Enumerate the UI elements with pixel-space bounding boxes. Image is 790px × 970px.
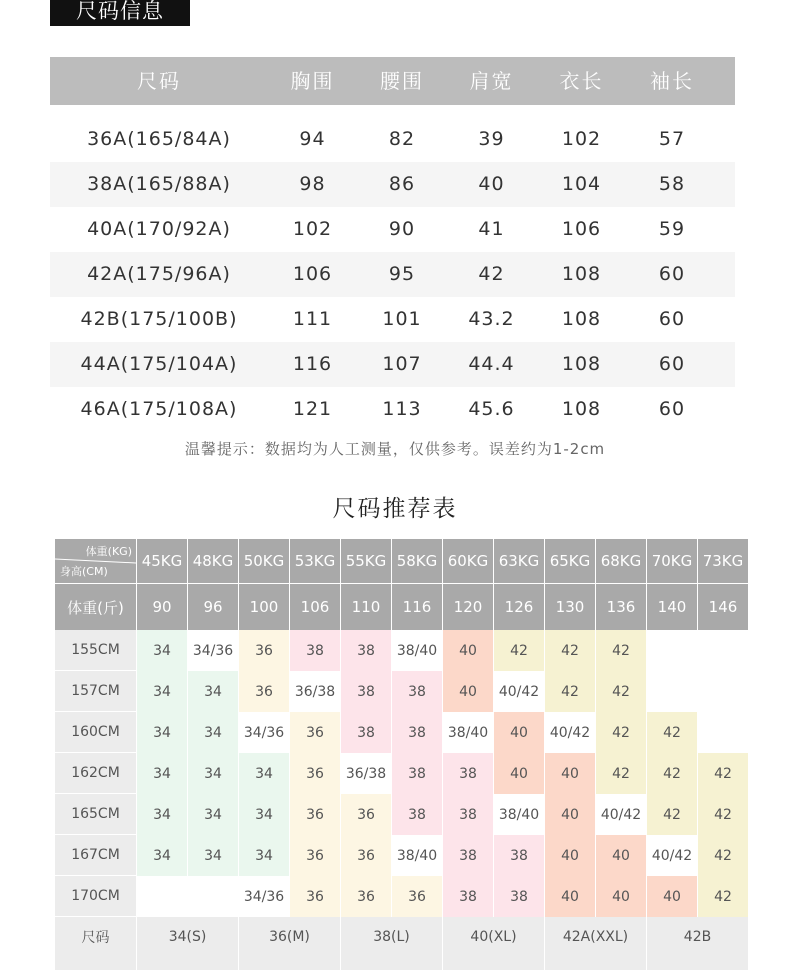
recommendation-cell: 36 [239, 671, 289, 712]
recommendation-cell: 36/38 [290, 671, 340, 712]
size-group-label: 36(M) [239, 917, 340, 957]
height-label: 155CM [55, 630, 136, 671]
recommendation-cell: 40 [545, 876, 595, 917]
weight-jin-header: 120 [443, 584, 493, 630]
size-group-label: 42B [647, 917, 748, 957]
recommendation-cell: 34 [137, 794, 187, 835]
size-table-cell: 57 [658, 128, 686, 150]
size-table-cell: 98 [299, 173, 326, 195]
size-table-cell: 43.2 [468, 308, 515, 330]
weight-kg-header: 45KG [137, 539, 187, 584]
size-table-header [50, 57, 735, 105]
recommendation-cell: 38 [443, 753, 493, 794]
size-table-cell: 40A(170/92A) [87, 218, 231, 240]
weight-jin-header: 146 [698, 584, 748, 630]
measurement-tip: 温馨提示：数据均为人工测量，仅供参考。误差约为1-2cm [184, 440, 606, 458]
weight-kg-header: 58KG [392, 539, 442, 584]
size-table-cell: 41 [478, 218, 505, 240]
header-sleeve: 袖长 [650, 69, 694, 93]
size-table-cell: 44.4 [468, 353, 515, 375]
recommendation-cell: 38 [290, 630, 340, 671]
size-table-cell: 59 [658, 218, 686, 240]
recommendation-cell: 40/42 [494, 671, 544, 712]
weight-jin-header: 100 [239, 584, 289, 630]
size-table-cell: 108 [561, 353, 602, 375]
recommendation-cell: 42 [698, 876, 748, 917]
size-info-table [50, 57, 735, 432]
recommendation-cell: 40 [545, 794, 595, 835]
size-table-cell: 42 [478, 263, 505, 285]
recommendation-cell: 40 [545, 835, 595, 876]
size-table-cell: 104 [561, 173, 602, 195]
recommendation-cell: 40/42 [647, 835, 697, 876]
section-title: 尺码信息 [50, 0, 190, 26]
height-label: 167CM [55, 835, 136, 876]
recommendation-cell: 36 [239, 630, 289, 671]
recommendation-cell: 42 [647, 712, 697, 753]
size-table-row [50, 207, 735, 252]
recommendation-cell: 38/40 [494, 794, 544, 835]
weight-kg-header: 55KG [341, 539, 391, 584]
recommendation-cell: 34/36 [239, 712, 289, 753]
recommendation-cell: 38 [392, 794, 442, 835]
recommendation-cell: 34 [137, 671, 187, 712]
size-table-cell: 106 [561, 218, 602, 240]
size-table-cell: 42B(175/100B) [80, 308, 238, 330]
weight-jin-header: 126 [494, 584, 544, 630]
header-shoulder: 肩宽 [469, 69, 514, 93]
recommendation-cell: 40/42 [545, 712, 595, 753]
header-waist: 腰围 [380, 69, 424, 93]
recommendation-cell: 38 [494, 876, 544, 917]
size-table-cell: 39 [478, 128, 505, 150]
recommendation-cell: 34 [188, 712, 238, 753]
recommendation-cell: 34/36 [188, 630, 238, 671]
recommendation-cell [647, 630, 697, 671]
recommendation-cell: 38 [443, 794, 493, 835]
recommendation-cell: 36 [392, 876, 442, 917]
recommendation-cell: 34/36 [239, 876, 289, 917]
recommendation-cell: 40 [443, 671, 493, 712]
size-table-cell: 90 [388, 218, 416, 240]
size-table-cell: 106 [292, 263, 333, 285]
recommendation-cell: 36/38 [341, 753, 391, 794]
size-group-label: 42A(XXL) [545, 917, 646, 957]
recommendation-cell: 34 [137, 630, 187, 671]
weight-kg-header: 70KG [647, 539, 697, 584]
recommendation-cell: 34 [239, 835, 289, 876]
recommendation-cell: 34 [188, 753, 238, 794]
recommendation-cell: 36 [341, 835, 391, 876]
weight-kg-header: 63KG [494, 539, 544, 584]
height-label: 160CM [55, 712, 136, 753]
size-table-cell: 108 [561, 263, 602, 285]
size-group-label: 34(S) [137, 917, 238, 957]
recommendation-cell: 38 [443, 835, 493, 876]
table-bottom-strip [239, 957, 340, 970]
recommendation-cell [647, 671, 697, 712]
weight-jin-header: 110 [341, 584, 391, 630]
recommendation-cell: 40 [596, 876, 646, 917]
size-table-cell: 121 [292, 398, 333, 420]
size-table-cell: 107 [382, 353, 422, 375]
recommendation-cell: 40 [494, 712, 544, 753]
size-table-cell: 116 [292, 353, 333, 375]
size-row-label: 尺码 [55, 917, 136, 957]
size-table-cell: 111 [292, 308, 333, 330]
recommendation-cell: 38/40 [443, 712, 493, 753]
size-table-cell: 44A(175/104A) [80, 353, 238, 375]
recommendation-cell: 36 [290, 794, 340, 835]
recommendation-cell [698, 671, 748, 712]
size-table-row [50, 117, 735, 162]
size-group-label: 38(L) [341, 917, 442, 957]
weight-jin-header: 136 [596, 584, 646, 630]
size-table-cell: 95 [388, 263, 416, 285]
size-table-cell: 108 [561, 398, 602, 420]
table-bottom-strip [341, 957, 442, 970]
recommendation-cell: 40/42 [596, 794, 646, 835]
weight-kg-header: 68KG [596, 539, 646, 584]
corner-height-label: 身高(CM) [60, 565, 108, 578]
recommendation-cell: 42 [596, 630, 646, 671]
size-table-row [50, 297, 735, 342]
recommendation-cell: 40 [545, 753, 595, 794]
recommendation-cell: 42 [596, 753, 646, 794]
recommendation-cell: 36 [290, 876, 340, 917]
recommendation-cell: 38 [392, 753, 442, 794]
recommendation-cell: 40 [443, 630, 493, 671]
recommendation-cell: 42 [545, 671, 595, 712]
recommendation-cell: 36 [290, 712, 340, 753]
size-table-cell: 102 [292, 218, 333, 240]
size-table-cell: 60 [658, 263, 686, 285]
recommendation-cell: 38 [341, 630, 391, 671]
height-label: 170CM [55, 876, 136, 917]
recommendation-cell [188, 876, 238, 917]
recommendation-cell: 42 [698, 835, 748, 876]
weight-kg-header: 53KG [290, 539, 340, 584]
recommendation-cell: 38 [392, 712, 442, 753]
corner-weight-label: 体重(KG) [85, 545, 132, 558]
size-table-cell: 60 [658, 308, 686, 330]
size-table-cell: 94 [299, 128, 326, 150]
height-label: 157CM [55, 671, 136, 712]
size-table-cell: 82 [388, 128, 416, 150]
recommendation-cell: 34 [188, 671, 238, 712]
weight-jin-header: 90 [137, 584, 187, 630]
size-table-cell: 108 [561, 308, 602, 330]
recommendation-cell: 34 [137, 753, 187, 794]
recommendation-cell: 36 [341, 794, 391, 835]
size-table-cell: 86 [388, 173, 416, 195]
size-recommendation-grid [55, 539, 748, 970]
recommendation-cell: 38 [392, 671, 442, 712]
weight-kg-header: 50KG [239, 539, 289, 584]
header-chest: 胸围 [290, 69, 335, 93]
recommendation-cell: 42 [647, 753, 697, 794]
recommendation-cell: 38 [494, 835, 544, 876]
weight-kg-header: 65KG [545, 539, 595, 584]
table-bottom-strip [137, 957, 238, 970]
recommendation-cell [698, 630, 748, 671]
recommendation-cell: 34 [137, 835, 187, 876]
recommendation-cell: 40 [647, 876, 697, 917]
size-table-cell: 40 [478, 173, 505, 195]
weight-jin-header: 140 [647, 584, 697, 630]
recommendation-cell: 34 [188, 835, 238, 876]
size-table-cell: 38A(165/88A) [87, 173, 231, 195]
corner-header [55, 539, 136, 584]
size-table-cell: 60 [658, 398, 686, 420]
size-table-row [50, 252, 735, 297]
recommendation-cell: 42 [698, 753, 748, 794]
height-label: 165CM [55, 794, 136, 835]
size-table-row [50, 342, 735, 387]
recommendation-cell: 36 [290, 753, 340, 794]
size-table-cell: 45.6 [468, 398, 515, 420]
recommendation-cell: 42 [545, 630, 595, 671]
size-table-cell: 36A(165/84A) [87, 128, 231, 150]
recommendation-cell: 42 [647, 794, 697, 835]
recommendation-title: 尺码推荐表 [332, 496, 458, 522]
header-size: 尺码 [137, 69, 181, 93]
recommendation-cell [698, 712, 748, 753]
weight-kg-header: 73KG [698, 539, 748, 584]
size-table-cell: 101 [382, 308, 422, 330]
size-table-row [50, 387, 735, 432]
recommendation-cell: 38 [341, 712, 391, 753]
size-table-cell: 42A(175/96A) [87, 263, 231, 285]
size-table-cell: 60 [658, 353, 686, 375]
recommendation-cell: 34 [137, 712, 187, 753]
recommendation-cell: 40 [494, 753, 544, 794]
size-table-body [50, 117, 735, 432]
size-table-row [50, 162, 735, 207]
weight-jin-header: 130 [545, 584, 595, 630]
weight-jin-header: 96 [188, 584, 238, 630]
weight-jin-header: 116 [392, 584, 442, 630]
recommendation-cell: 38/40 [392, 630, 442, 671]
recommendation-cell: 42 [494, 630, 544, 671]
size-table-cell: 102 [561, 128, 602, 150]
size-table-cell: 58 [658, 173, 686, 195]
recommendation-cell: 36 [341, 876, 391, 917]
size-group-label: 40(XL) [443, 917, 544, 957]
size-table-cell: 113 [382, 398, 422, 420]
recommendation-cell: 34 [188, 794, 238, 835]
weight-kg-header: 60KG [443, 539, 493, 584]
recommendation-cell: 40 [596, 835, 646, 876]
weight-kg-header: 48KG [188, 539, 238, 584]
recommendation-cell [137, 876, 187, 917]
recommendation-cell: 34 [239, 753, 289, 794]
recommendation-cell: 42 [698, 794, 748, 835]
size-table-cell: 46A(175/108A) [80, 398, 238, 420]
weight-jin-label: 体重(斤) [55, 584, 136, 630]
weight-jin-header: 106 [290, 584, 340, 630]
recommendation-cell: 38/40 [392, 835, 442, 876]
table-bottom-strip [647, 957, 748, 970]
recommendation-cell: 36 [290, 835, 340, 876]
table-bottom-strip [55, 957, 136, 970]
recommendation-cell: 38 [443, 876, 493, 917]
recommendation-cell: 38 [341, 671, 391, 712]
recommendation-cell: 42 [596, 671, 646, 712]
table-bottom-strip [443, 957, 544, 970]
table-bottom-strip [545, 957, 646, 970]
header-length: 衣长 [559, 69, 604, 93]
recommendation-cell: 34 [239, 794, 289, 835]
height-label: 162CM [55, 753, 136, 794]
recommendation-cell: 42 [596, 712, 646, 753]
